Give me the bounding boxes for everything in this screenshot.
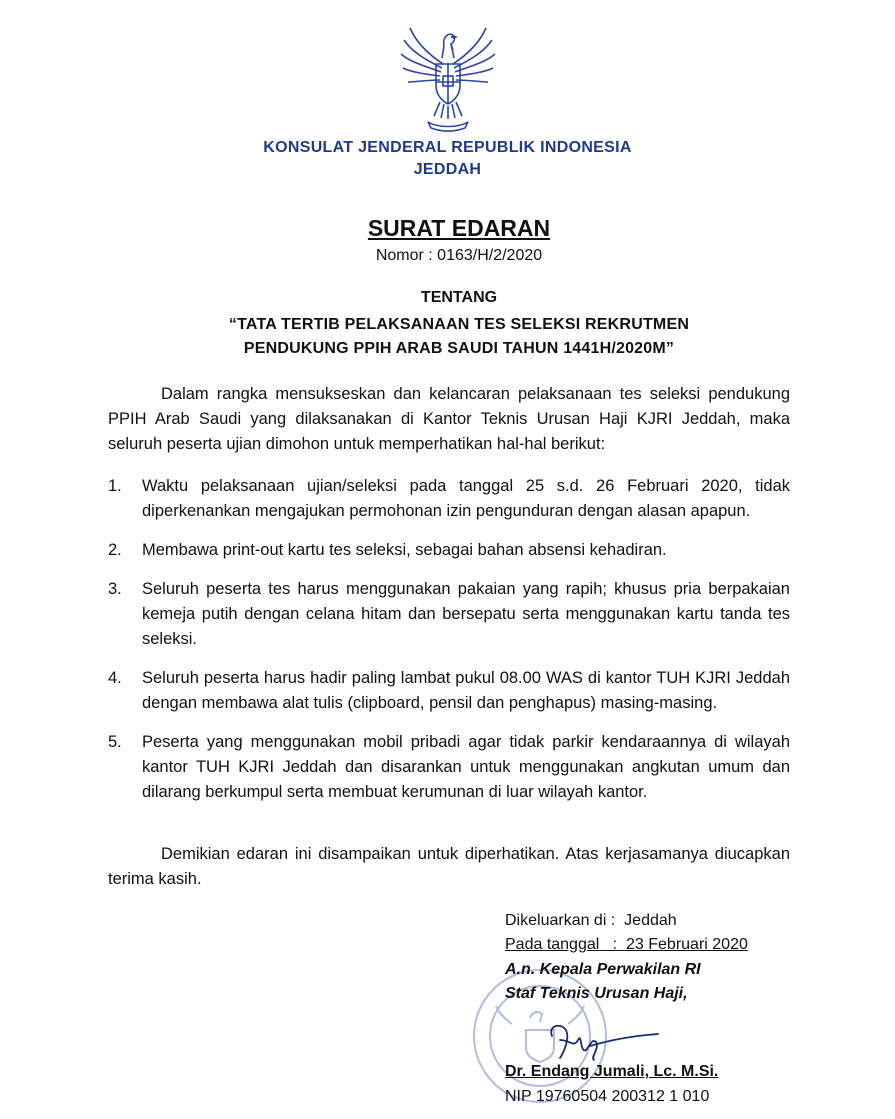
list-item <box>108 538 790 563</box>
list-item-number: 1. <box>108 477 122 495</box>
list-item-number: 3. <box>108 580 122 598</box>
subject-line-2: PENDUKUNG PPIH ARAB SAUDI TAHUN 1441H/2020M” <box>243 340 675 357</box>
closing-paragraph: Demikian edaran ini disampaikan untuk diperhatikan. Atas kerjasamanya diucapkan terima kasih. <box>108 845 790 888</box>
list-item-number: 4. <box>108 669 122 687</box>
list-item <box>108 730 790 805</box>
date-value: 23 Februari 2020 <box>626 936 748 953</box>
date-label: Pada tanggal <box>505 936 600 953</box>
issued-place <box>505 912 677 930</box>
list-item-text: Seluruh peserta tes harus menggunakan pakaian yang rapih; khusus pria berpakaian kemeja putih dengan celana hitam dan bersepatu serta menggunakan kartu tanda tes seleksi. <box>142 580 790 648</box>
subject-line-1: “TATA TERTIB PELAKSANAAN TES SELEKSI REKRUTMEN <box>228 316 690 333</box>
signatory-nip: NIP 19760504 200312 1 010 <box>505 1088 710 1105</box>
subject-label: TENTANG <box>420 289 498 306</box>
issued-label: Dikeluarkan di : <box>505 912 616 929</box>
intro-paragraph: Dalam rangka mensukseskan dan kelancaran pelaksanaan tes seleksi pendukung PPIH Arab Saudi yang dilaksanakan di Kantor Teknis Urusan Haji KJRI Jeddah, maka seluruh peserta ujian dimohon untuk memperhatikan hal-hal berikut: <box>108 385 790 453</box>
list-item <box>108 474 790 524</box>
list-item-text: Peserta yang menggunakan mobil pribadi agar tidak parkir kendaraannya di wilayah kantor TUH KJRI Jeddah dan disarankan untuk menggunakan angkutan umum dan dilarang berkumpul serta membuat kerumunan di luar wilayah kantor. <box>142 733 790 801</box>
list-item <box>108 577 790 652</box>
signatory-name: Dr. Endang Jumali, Lc. M.Si. <box>505 1063 719 1080</box>
signatory-role-2: Staf Teknis Urusan Haji, <box>505 985 688 1002</box>
signatory-role-1: A.n. Kepala Perwakilan RI <box>505 961 701 978</box>
garuda-emblem-icon <box>398 24 498 134</box>
institution-name: KONSULAT JENDERAL REPUBLIK INDONESIA <box>263 139 632 156</box>
list-item <box>108 666 790 716</box>
list-item-text: Membawa print-out kartu tes seleksi, sebagai bahan absensi kehadiran. <box>142 541 667 559</box>
issued-place-value: Jeddah <box>624 912 677 929</box>
date-separator: : <box>612 936 618 953</box>
handwritten-signature-icon <box>530 1018 670 1064</box>
rules-list <box>108 474 790 819</box>
list-item-number: 2. <box>108 541 122 559</box>
list-item-number: 5. <box>108 733 122 751</box>
list-item-text: Seluruh peserta harus hadir paling lambat pukul 08.00 WAS di kantor TUH KJRI Jeddah dengan membawa alat tulis (clipboard, pensil dan penghapus) masing-masing. <box>142 669 790 712</box>
document-title: SURAT EDARAN <box>367 215 551 241</box>
issued-date <box>505 936 748 954</box>
institution-city: JEDDAH <box>413 161 482 178</box>
document-number: Nomor : 0163/H/2/2020 <box>375 247 543 264</box>
list-item-text: Waktu pelaksanaan ujian/seleksi pada tanggal 25 s.d. 26 Februari 2020, tidak diperkenankan mengajukan permohonan izin pengunduran dengan alasan apapun. <box>142 477 790 520</box>
